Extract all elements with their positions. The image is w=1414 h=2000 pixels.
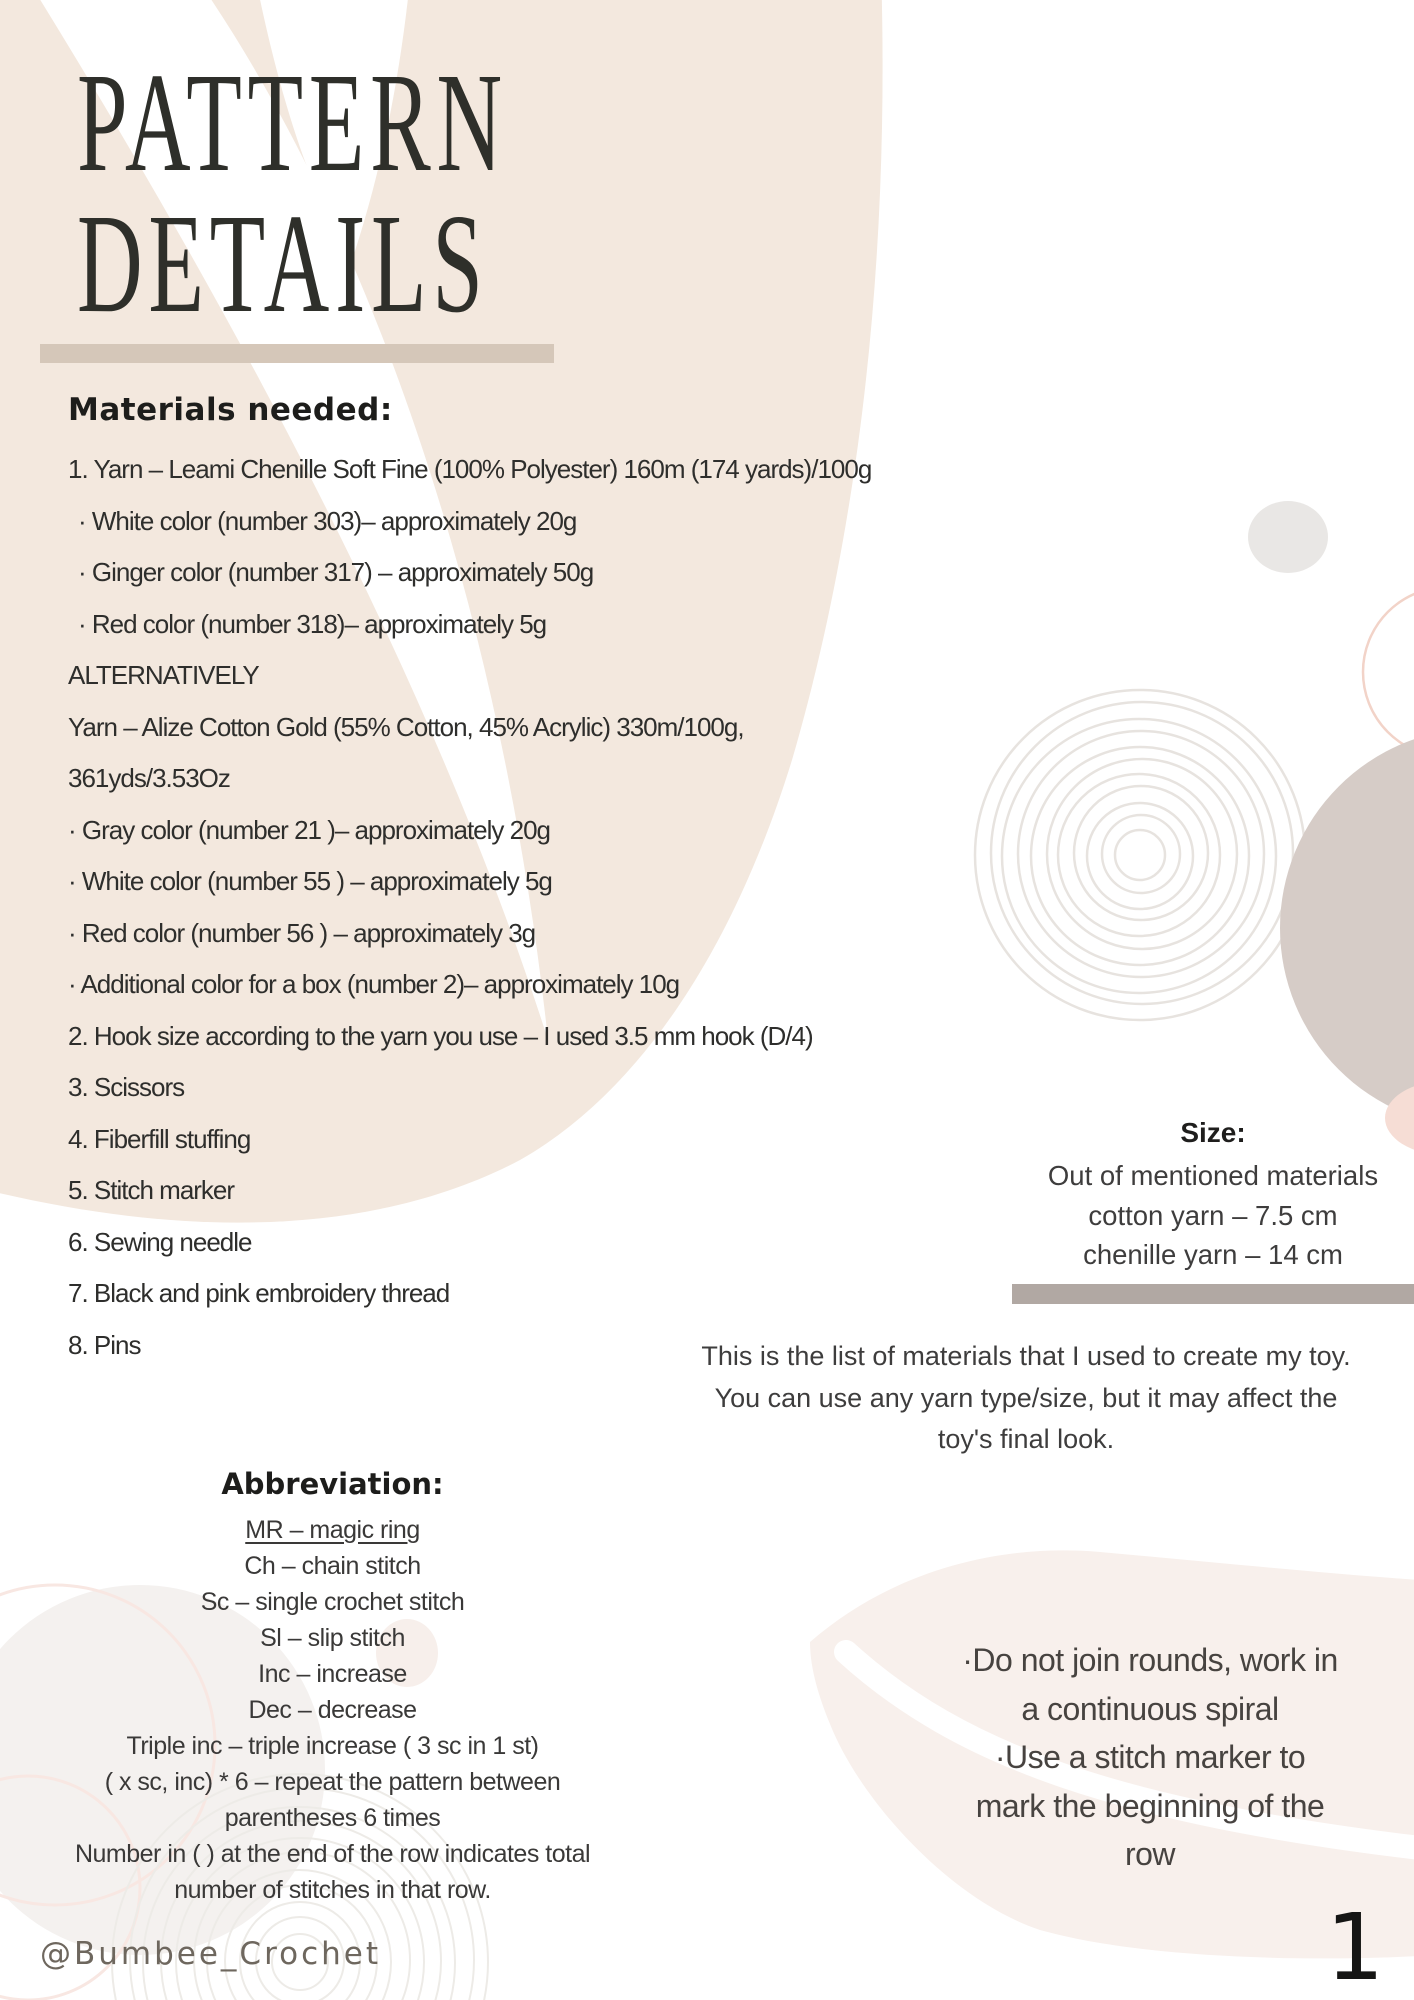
page-title-line1: PATTERN <box>77 43 508 201</box>
abbreviation-list <box>60 1512 605 1908</box>
material-item: · Red color (number 318)– approximately 5g <box>78 608 547 639</box>
material-item: 4. Fiberfill stuffing <box>68 1123 251 1154</box>
taupe-circle <box>1280 728 1414 1128</box>
tips-line: row <box>1124 1836 1176 1872</box>
social-handle: @Bumbee_Crochet <box>40 1936 382 1972</box>
note-line: This is the list of materials that I used to create my toy. <box>701 1341 1351 1371</box>
page-title-line2: DETAILS <box>77 184 489 342</box>
size-section <box>1012 1112 1414 1275</box>
material-item: 1. Yarn – Leami Chenille Soft Fine (100% Polyester) 160m (174 yards)/100g <box>68 454 872 484</box>
material-item: Yarn – Alize Cotton Gold (55% Cotton, 45% Acrylic) 330m/100g, <box>68 711 744 742</box>
material-item: 5. Stitch marker <box>68 1175 235 1205</box>
note-line: You can use any yarn type/size, but it may affect the <box>714 1382 1338 1413</box>
material-item: 361yds/3.53Oz <box>68 763 230 793</box>
material-item: ALTERNATIVELY <box>68 660 259 690</box>
abbreviation-line: Sl – slip stitch <box>260 1624 405 1652</box>
material-item: · White color (number 55 ) – approximately 5g <box>68 866 552 896</box>
pink-outline-circle <box>1363 587 1414 757</box>
note-line: toy's final look. <box>937 1424 1115 1454</box>
abbreviation-line: Sc – single crochet stitch <box>200 1588 465 1616</box>
abbreviation-line: number of stitches in that row. <box>174 1876 491 1904</box>
material-item: · Additional color for a box (number 2)– approximately 10g <box>68 969 680 999</box>
material-item: · Red color (number 56 ) – approximately 3g <box>68 917 536 948</box>
abbreviation-line: Triple inc – triple increase ( 3 sc in 1 st) <box>126 1732 539 1760</box>
abbreviation-line: parentheses 6 times <box>224 1804 441 1832</box>
material-item: 7. Black and pink embroidery thread <box>68 1278 450 1308</box>
size-lines <box>1012 1156 1414 1275</box>
page-number: 1 <box>1325 1894 1385 2000</box>
size-divider-bar <box>1012 1284 1414 1304</box>
materials-section <box>68 392 928 1360</box>
title-underline-bar <box>40 344 554 363</box>
materials-heading: Materials needed: <box>68 392 393 428</box>
tips-line: ·Do not join rounds, work in <box>962 1642 1338 1678</box>
abbreviation-line: Ch – chain stitch <box>244 1552 421 1580</box>
size-line: cotton yarn – 7.5 cm <box>1088 1199 1338 1231</box>
material-item: · White color (number 303)– approximately 20g <box>78 505 577 536</box>
materials-list <box>68 444 928 1371</box>
size-line: chenille yarn – 14 cm <box>1083 1239 1343 1270</box>
material-item: · Ginger color (number 317) – approximately 50g <box>78 557 594 587</box>
tips-line: mark the beginning of the <box>975 1787 1325 1824</box>
materials-note <box>646 1336 1406 1461</box>
abbreviation-line: Number in ( ) at the end of the row indicates total <box>74 1840 591 1868</box>
abbreviation-line: MR – magic ring <box>245 1516 420 1544</box>
size-line: Out of mentioned materials <box>1047 1160 1379 1191</box>
material-item: 6. Sewing needle <box>68 1226 252 1257</box>
material-item: 2. Hook size according to the yarn you use – I used 3.5 mm hook (D/4) <box>68 1020 813 1051</box>
concentric-rings-right <box>975 690 1305 1020</box>
tips-line: ·Use a stitch marker to <box>994 1739 1306 1775</box>
abbreviation-line: Inc – increase <box>258 1660 407 1688</box>
page-title <box>77 43 508 342</box>
gray-dot-circle <box>1248 501 1328 573</box>
abbreviation-heading: Abbreviation: <box>221 1467 444 1501</box>
material-item: 8. Pins <box>68 1329 141 1360</box>
material-item: · Gray color (number 21 )– approximately 20g <box>68 814 551 845</box>
abbreviation-line: ( x sc, inc) * 6 – repeat the pattern between <box>104 1768 561 1796</box>
material-item: 3. Scissors <box>68 1072 185 1102</box>
size-heading: Size: <box>1180 1117 1246 1148</box>
tips-line: a continuous spiral <box>1021 1690 1279 1727</box>
tips-section <box>880 1636 1414 1879</box>
abbreviation-line: Dec – decrease <box>248 1696 417 1724</box>
abbreviation-section <box>60 1464 605 1908</box>
